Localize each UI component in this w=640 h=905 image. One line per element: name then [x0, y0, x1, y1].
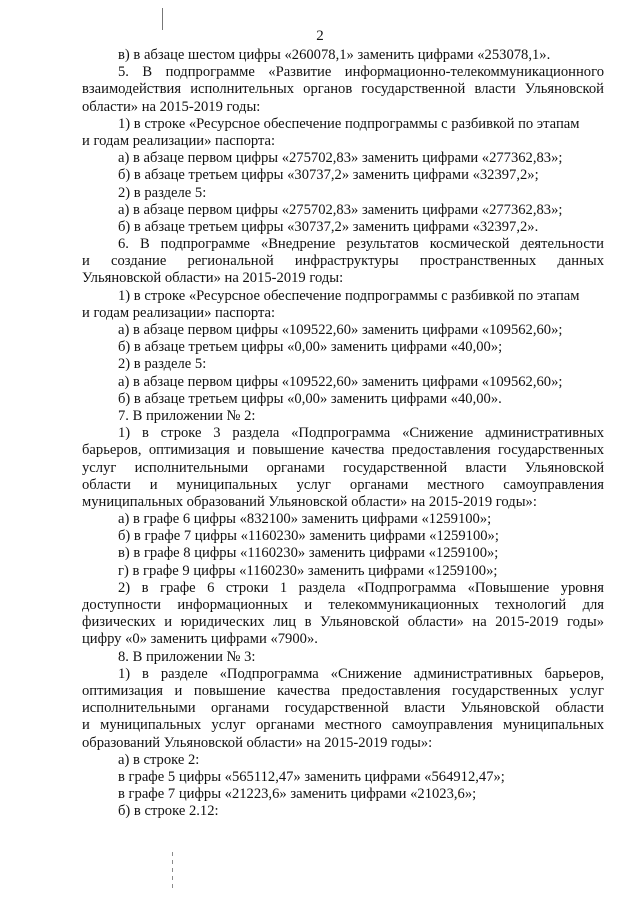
- text-line: области» на 2015-2019 годы:: [82, 98, 261, 115]
- text-line: цифру «0» заменить цифрами «7900».: [82, 631, 318, 648]
- text-line: Ульяновской области» на 2015-2019 годы:: [82, 270, 344, 287]
- text-line: в) в абзаце шестом цифры «260078,1» заменить цифрами «253078,1».: [118, 47, 551, 63]
- text-line: оптимизация и повышение качества предоставления государственных услуг: [82, 682, 604, 699]
- text-line: а) в абзаце первом цифры «275702,83» заменить цифрами «277362,83»;: [118, 150, 563, 167]
- text-line: 1) в строке «Ресурсное обеспечение подпрограммы с разбивкой по этапам: [118, 115, 580, 132]
- text-line: б) в абзаце третьем цифры «30737,2» заменить цифрами «32397,2».: [118, 218, 539, 235]
- text-line: 5. В подпрограмме «Развитие информационно-телекоммуникационного: [118, 64, 604, 81]
- text-line: физических и юридических лиц в Ульяновской области» на 2015-2019 годы»: [82, 614, 604, 631]
- text-line: и годам реализации» паспорта:: [82, 132, 276, 149]
- document-body: [82, 47, 604, 820]
- text-line: доступности информационных и телекоммуникационных технологий для: [82, 597, 604, 613]
- text-line: б) в абзаце третьем цифры «0,00» заменить цифрами «40,00».: [118, 390, 502, 407]
- text-line: взаимодействия исполнительных органов государственной власти Ульяновской: [82, 81, 604, 98]
- text-line: 1) в строке «Ресурсное обеспечение подпрограммы с разбивкой по этапам: [118, 287, 580, 304]
- text-line: а) в строке 2:: [118, 751, 200, 768]
- text-line: 1) в разделе «Подпрограмма «Снижение административных барьеров,: [118, 665, 604, 682]
- text-line: барьеров, оптимизация и повышение качества предоставления государственных: [82, 442, 604, 459]
- text-line: 6. В подпрограмме «Внедрение результатов космической деятельности: [118, 236, 604, 253]
- text-line: б) в графе 7 цифры «1160230» заменить цифрами «1259100»;: [118, 528, 499, 545]
- text-line: а) в абзаце первом цифры «109522,60» заменить цифрами «109562,60»;: [118, 322, 563, 338]
- text-line: и годам реализации» паспорта:: [82, 304, 276, 321]
- text-line: в) в графе 8 цифры «1160230» заменить цифрами «1259100»;: [118, 545, 499, 562]
- text-line: и муниципальных услуг органами местного самоуправления муниципальных: [82, 717, 604, 734]
- text-line: и создание региональной инфраструктуры пространственных данных: [82, 253, 604, 270]
- text-line: исполнительными органами государственной власти Ульяновской области: [82, 700, 604, 717]
- text-line: 2) в разделе 5:: [118, 184, 207, 201]
- text-line: области и муниципальных услуг органами местного самоуправления: [82, 476, 604, 493]
- text-line: а) в абзаце первом цифры «275702,83» заменить цифрами «277362,83»;: [118, 201, 563, 218]
- text-line: а) в графе 6 цифры «832100» заменить цифрами «1259100»;: [118, 511, 492, 528]
- text-line: 8. В приложении № 3:: [118, 648, 256, 665]
- text-line: 2) в разделе 5:: [118, 356, 207, 373]
- scan-artifact-bottom: [172, 852, 173, 892]
- text-line: г) в графе 9 цифры «1160230» заменить цифрами «1259100»;: [118, 562, 498, 579]
- text-line: услуг исполнительными органами государственной власти Ульяновской: [82, 459, 604, 476]
- text-line: а) в абзаце первом цифры «109522,60» заменить цифрами «109562,60»;: [118, 373, 563, 390]
- text-line: в графе 7 цифры «21223,6» заменить цифрами «21023,6»;: [118, 786, 477, 803]
- text-line: 1) в строке 3 раздела «Подпрограмма «Снижение административных: [118, 425, 604, 442]
- text-line: б) в строке 2.12:: [118, 803, 219, 820]
- text-line: б) в абзаце третьем цифры «0,00» заменить цифрами «40,00»;: [118, 339, 503, 356]
- text-line: в графе 5 цифры «565112,47» заменить цифрами «564912,47»;: [118, 768, 505, 785]
- text-line: б) в абзаце третьем цифры «30737,2» заменить цифрами «32397,2»;: [118, 167, 539, 184]
- page-number: 2: [316, 28, 324, 44]
- scan-artifact-top: [162, 8, 163, 30]
- text-line: 2) в графе 6 строки 1 раздела «Подпрограмма «Повышение уровня: [118, 579, 604, 596]
- text-line: образований Ульяновской области» на 2015-2019 годы»:: [82, 734, 433, 751]
- text-line: 7. В приложении № 2:: [118, 407, 256, 424]
- text-line: муниципальных образований Ульяновской области» на 2015-2019 годы»:: [82, 493, 537, 510]
